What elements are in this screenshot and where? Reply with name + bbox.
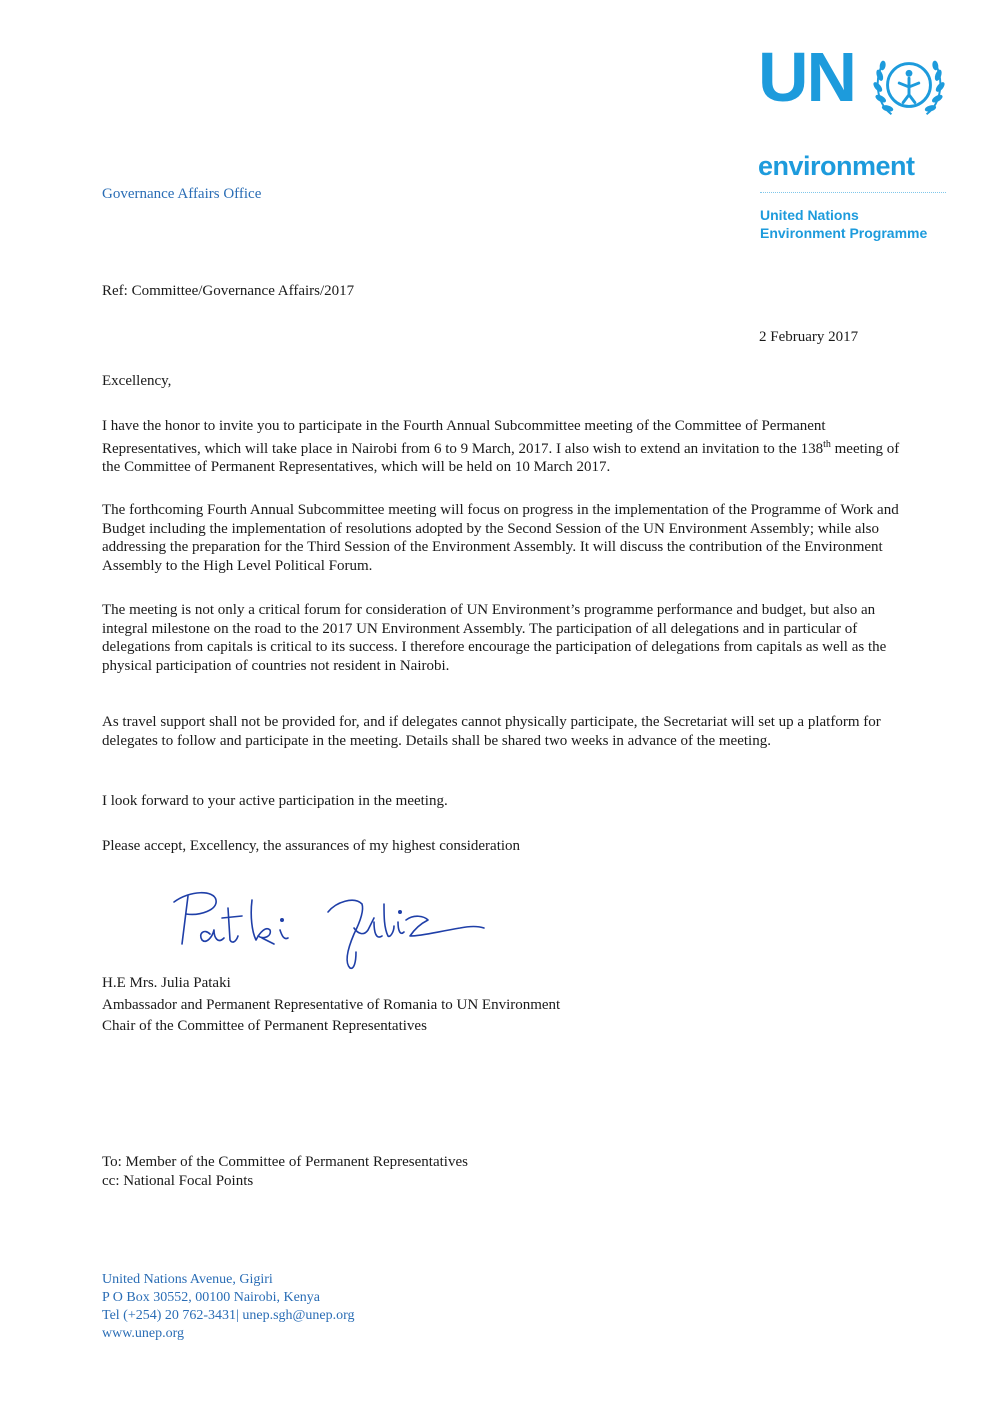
signer-title: Ambassador and Permanent Representative of Romania to UN Environment xyxy=(102,996,561,1013)
footer-website-link[interactable]: www.unep.org xyxy=(102,1326,185,1341)
footer-address xyxy=(102,1271,355,1343)
footer-contact: Tel (+254) 20 762-3431| unep.sgh@unep.org xyxy=(102,1308,355,1323)
paragraph-travel-support: As travel support shall not be provided for, and if delegates cannot physically participate, the Secretariat will set up a platform for delegates to follow and participate in the meeting. Details shall be shared two weeks in advance of the meeting. xyxy=(102,714,881,749)
letter-date: 2 February 2017 xyxy=(759,329,859,345)
signer-block xyxy=(102,973,560,1038)
footer-address-line2: P O Box 30552, 00100 Nairobi, Kenya xyxy=(102,1290,321,1305)
recipient-cc: cc: National Focal Points xyxy=(102,1172,254,1189)
logo-environment-text: environment xyxy=(758,151,915,181)
signer-name: H.E Mrs. Julia Pataki xyxy=(102,975,231,991)
office-name: Governance Affairs Office xyxy=(102,186,262,202)
recipient-to: To: Member of the Committee of Permanent Representatives xyxy=(102,1154,468,1170)
logo-divider xyxy=(760,192,946,193)
paragraph-courtesy: Please accept, Excellency, the assurances of my highest consideration xyxy=(102,838,521,854)
paragraph-closing: I look forward to your active participation in the meeting. xyxy=(102,793,448,809)
paragraph-invitation-part2: meeting of the Committee of Permanent Representatives, which will be held on 10 March 2017. xyxy=(102,440,900,475)
recipients-block xyxy=(102,1153,468,1190)
salutation: Excellency, xyxy=(102,373,172,389)
logo-org-name xyxy=(760,206,960,242)
logo-org-line1: United Nations xyxy=(760,207,859,223)
ordinal-suffix: th xyxy=(823,438,831,450)
un-emblem-icon xyxy=(870,46,948,124)
handwritten-signature xyxy=(170,882,490,974)
paragraph-invitation-part1: I have the honor to invite you to participate in the Fourth Annual Subcommittee meeting of the Committee of Permanent Representatives, which will take place in Nairobi from 6 to 9 March, 2017. I also wish to extend an invitation to the 138 xyxy=(102,418,826,457)
un-environment-logo xyxy=(758,38,958,241)
footer-address-line1: United Nations Avenue, Gigiri xyxy=(102,1272,273,1287)
paragraph-focus: The forthcoming Fourth Annual Subcommittee meeting will focus on progress in the implementation of the Programme of Work and Budget including the implementation of resolutions adopted by the Second Session of the UN Environment Assembly; while also addressing the preparation for the Third Session of the Environment Assembly. It will discuss the contribution of the Environment Assembly to the High Level Political Forum. xyxy=(102,502,899,574)
logo-un-text: UN xyxy=(758,38,856,116)
reference-line: Ref: Committee/Governance Affairs/2017 xyxy=(102,283,355,299)
signer-role: Chair of the Committee of Permanent Representatives xyxy=(102,1018,427,1034)
paragraph-invitation xyxy=(102,417,902,477)
paragraph-importance: The meeting is not only a critical forum for consideration of UN Environment’s programme performance and budget, but also an integral milestone on the road to the 2017 UN Environment Assembly. The participation of all delegations and in particular of delegations from capitals is critical to its success. I therefore encourage the participation of delegations from capitals as well as the physical participation of countries not resident in Nairobi. xyxy=(102,602,887,674)
logo-org-line2: Environment Programme xyxy=(760,225,928,241)
